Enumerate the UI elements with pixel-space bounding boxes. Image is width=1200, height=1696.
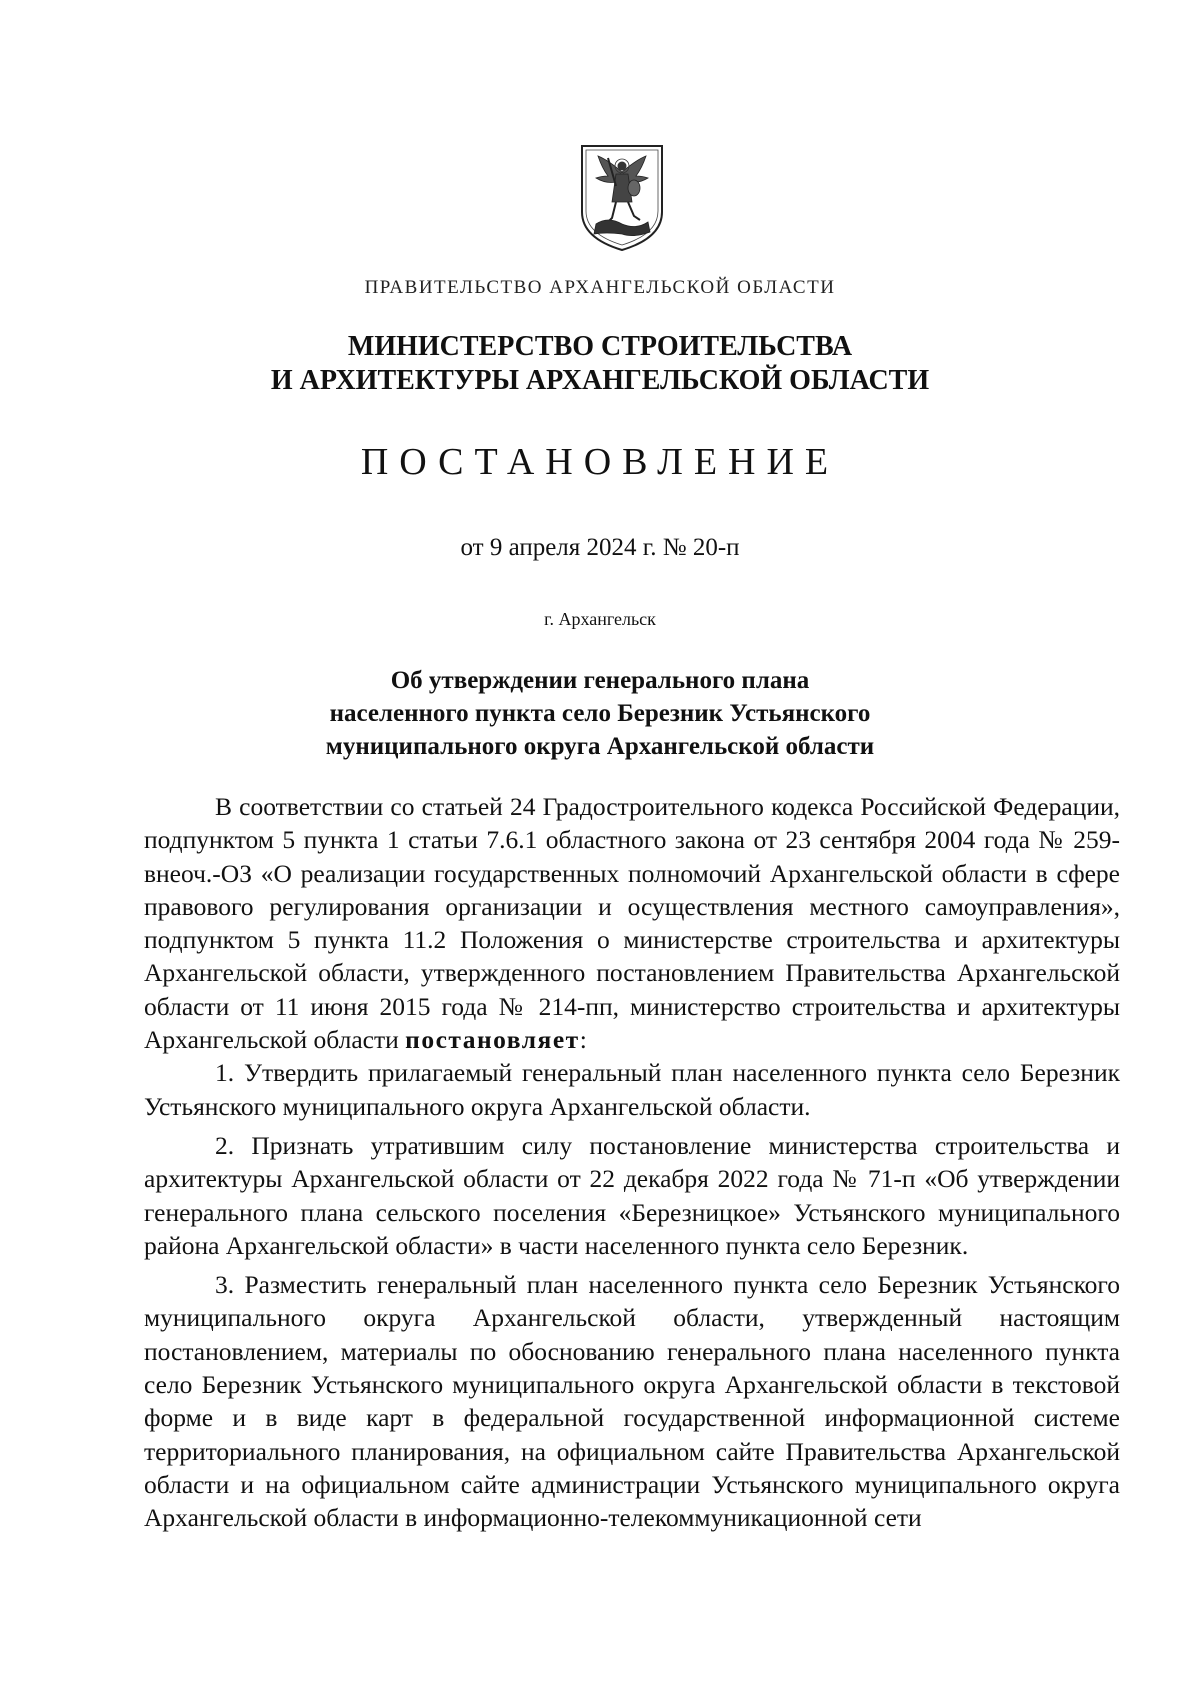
- document-title-line2: населенного пункта село Березник Устьянского: [329, 700, 871, 727]
- document-type: ПОСТАНОВЛЕНИЕ: [360, 441, 840, 483]
- decree-colon: :: [579, 1025, 587, 1055]
- document-title-line3: муниципального округа Архангельской области: [325, 733, 875, 760]
- government-name: ПРАВИТЕЛЬСТВО АРХАНГЕЛЬСКОЙ ОБЛАСТИ: [364, 277, 836, 298]
- document-date-number: от 9 апреля 2024 г. № 20-п: [460, 534, 740, 561]
- document-body: [144, 790, 1120, 1535]
- item-2-paragraph: 2. Признать утратившим силу постановление министерства строительства и архитектуры Архангельской области от 22 декабря 2022 года № 71-п «Об утверждении генерального плана сельского поселения «Березницкое» Устьянского муниципального района Архангельской области» в части населенного пункта село Березник.: [144, 1130, 1120, 1260]
- preamble-paragraph: [144, 790, 1120, 1056]
- ministry-name-line1: МИНИСТЕРСТВО СТРОИТЕЛЬСТВА: [347, 331, 853, 362]
- preamble-text: В соответствии со статьей 24 Градостроительного кодекса Российской Федерации, подпунктом 5 пункта 1 статьи 7.6.1 областного закона от 23 сентября 2004 года № 259-внеоч.-ОЗ «О реализации государственных полномочий Архангельской области в сфере правового регулирования организации и осуществления местного самоуправления», подпунктом 5 пункта 11.2 Положения о министерстве строительства и архитектуры Архангельской области, утвержденного постановлением Правительства Архангельской области от 11 июня 2015 года № 214-пп, министерство строительства и архитектуры Архангельской области: [144, 792, 1120, 1055]
- item-3-paragraph: 3. Разместить генеральный план населенного пункта село Березник Устьянского муниципального округа Архангельской области, утвержденный настоящим постановлением, материалы по обоснованию генерального плана населенного пункта село Березник Устьянского муниципального округа Архангельской области в текстовой форме и в виде карт в федеральной государственной информационной системе территориального планирования, на официальном сайте Правительства Архангельской области и на официальном сайте администрации Устьянского муниципального округа Архангельской области в информационно-телекоммуникационной сети: [144, 1270, 1120, 1533]
- decree-word: постановляет: [405, 1025, 580, 1055]
- document-city: г. Архангельск: [544, 609, 656, 629]
- document-title-line1: Об утверждении генерального плана: [390, 667, 810, 694]
- document-title: [0, 664, 1200, 763]
- coat-of-arms-icon: [578, 142, 666, 254]
- item-1-paragraph: 1. Утвердить прилагаемый генеральный план населенного пункта село Березник Устьянского муниципального округа Архангельской области.: [144, 1058, 1120, 1121]
- ministry-name: [0, 330, 1200, 398]
- ministry-name-line2: И АРХИТЕКТУРЫ АРХАНГЕЛЬСКОЙ ОБЛАСТИ: [270, 365, 930, 396]
